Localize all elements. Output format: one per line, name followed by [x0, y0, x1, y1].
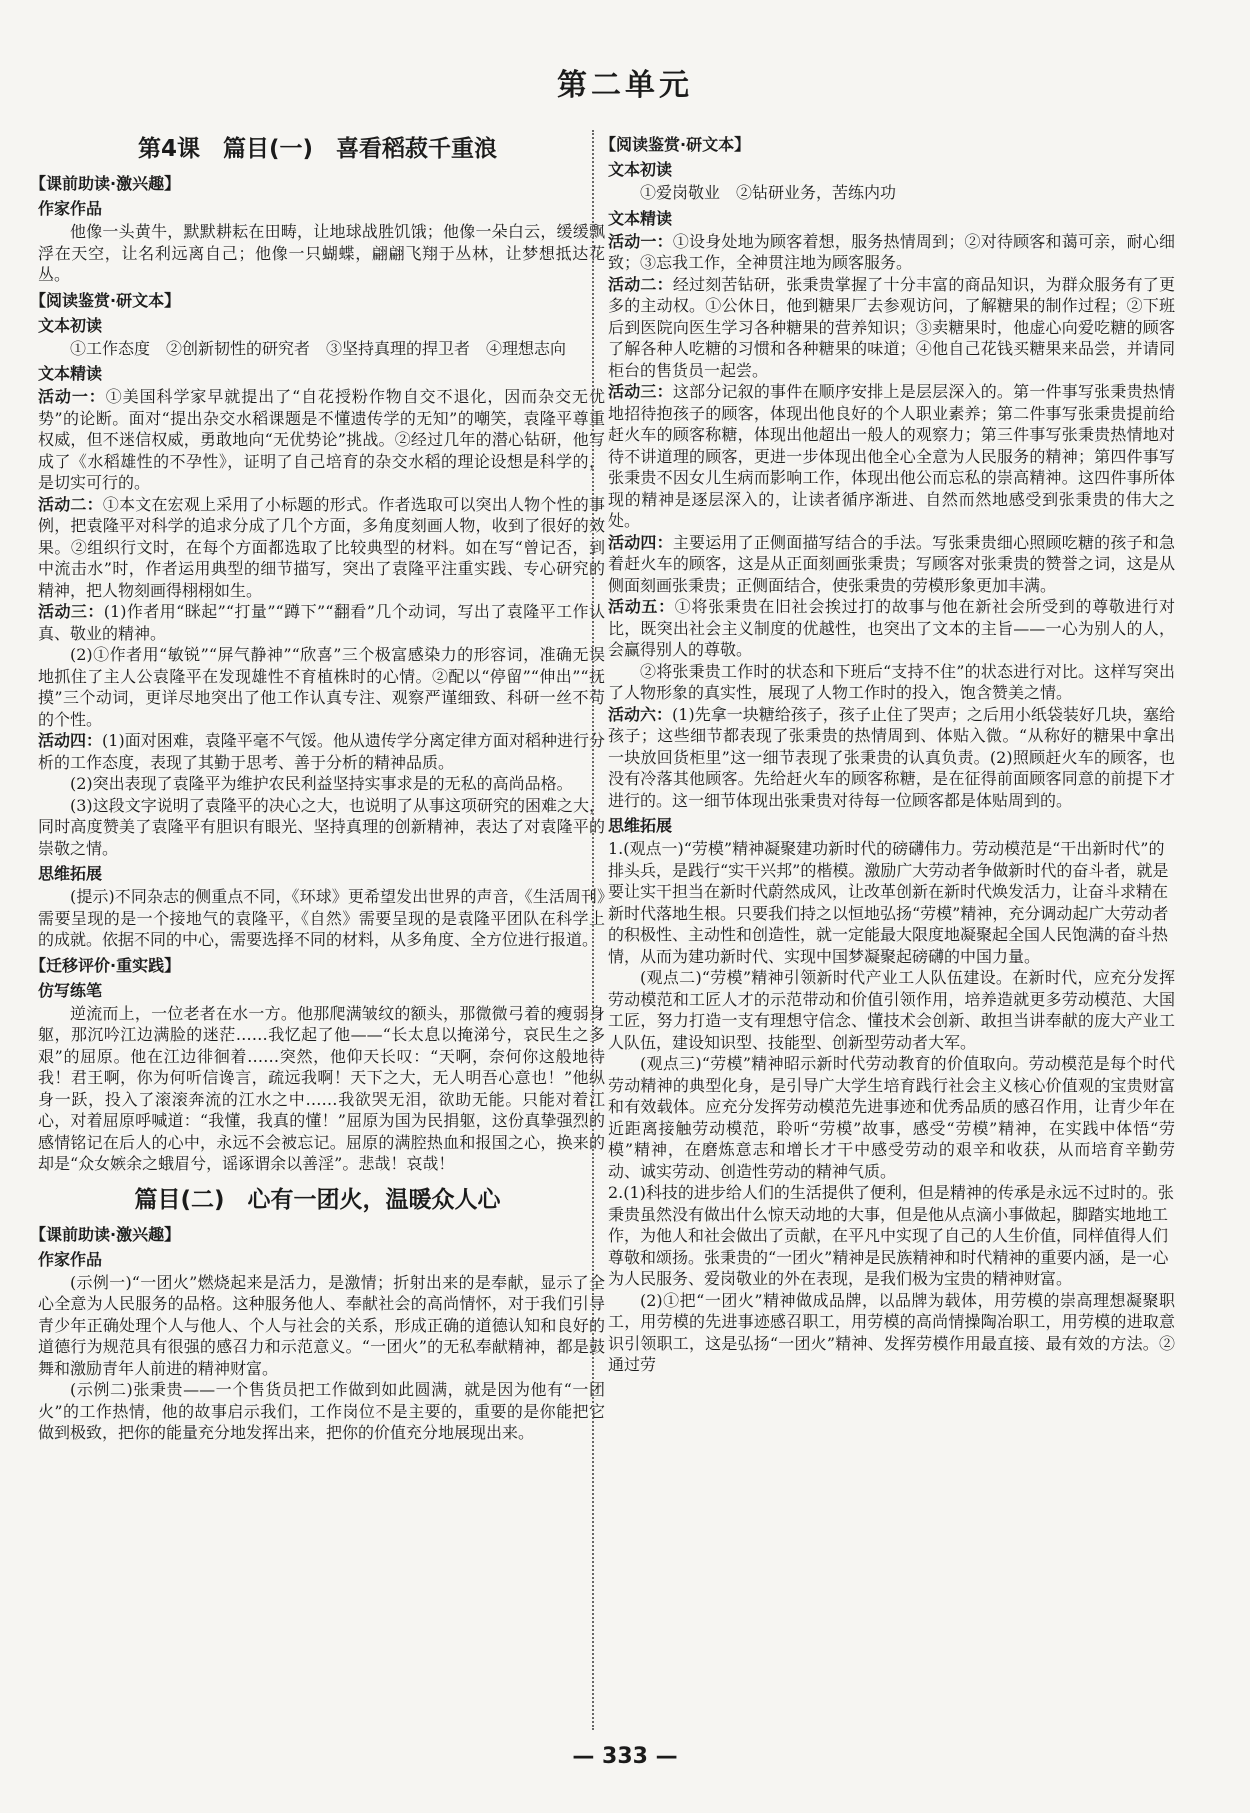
- activity-item: [38, 494, 605, 602]
- subsection-heading: 思维拓展: [608, 816, 673, 835]
- paragraph: (观点三)“劳模”精神昭示新时代劳动教育的价值取向。劳动模范是每个时代劳动精神的典型化身，是引导广大学生培育践行社会主义核心价值观的宝贵财富和有效载体。应充分发挥劳动模范先进事迹和优秀品质的感召作用，让青少年在近距离接触劳动模范，聆听“劳模”故事，感受“劳模”精神，在实践中体悟“劳模”精神，在磨炼意志和增长才干中感受劳动的艰辛和收获，从而培育辛勤劳动、诚实劳动、创造性劳动的精神气质。: [608, 1054, 1175, 1181]
- paragraph: (示例一)“一团火”燃烧起来是活力，是激情；折射出来的是奉献，显示了全心全意为人民服务的品格。这种服务他人、奉献社会的高尚情怀，对于我们引导青少年正确处理个人与他人、个人与社会的关系，形成正确的道德认知和良好的道德行为规范具有很强的感召力和示范意义。“一团火”的无私奉献精神，都是鼓舞和激励青年人前进的精神财富。: [38, 1272, 605, 1378]
- activity-text: 主要运用了正侧面描写结合的手法。写张秉贵细心照顾吃糖的孩子和急着赶火车的顾客，这是从正面刻画张秉贵；写顾客对张秉贵的赞誉之词，这是从侧面刻画张秉贵；正侧面结合，使张秉贵的劳模形象更加丰满。: [608, 532, 1175, 595]
- activity-item: [608, 532, 1175, 597]
- activity-item: [608, 381, 1175, 532]
- activity-item: [608, 704, 1175, 812]
- paragraph: (3)这段文字说明了袁隆平的决心之大，也说明了从事这项研究的困难之大，同时高度赞美了袁隆平有胆识有眼光、坚持真理的创新精神，表达了对袁隆平的崇敬之情。: [38, 795, 605, 858]
- activity-text: ①设身处地为顾客着想，服务热情周到；②对待顾客和蔼可亲，耐心细致；③忘我工作，全神贯注地为顾客服务。: [608, 231, 1175, 272]
- paragraph: ①爱岗敬业 ②钻研业务，苦练内功: [640, 183, 897, 202]
- activity-label: 活动二：: [38, 494, 103, 514]
- subsection-heading: 仿写练笔: [38, 980, 103, 1000]
- activity-label: 活动四：: [38, 731, 103, 750]
- activity-text: (1)先拿一块糖给孩子，孩子止住了哭声；之后用小纸袋装好几块，塞给孩子；这些细节都表现了张秉贵的热情周到、体贴入微。“从称好的糖果中拿出一块放回货柜里”这一细节表现了张秉贵的认真负责。(2)照顾赶火车的顾客，也没有冷落其他顾客。先给赶火车的顾客称糖，是在征得前面顾客同意的前提下才进行的。这一细节体现出张秉贵对待每一位顾客都是体贴周到的。: [608, 704, 1175, 810]
- activity-item: [38, 730, 605, 773]
- paragraph: 他像一头黄牛，默默耕耘在田畴，让地球战胜饥饿；他像一朵白云，缓缓飘浮在天空，让名利远离自己；他像一只蝴蝶，翩翩飞翔于丛林，让梦想抵达花丛。: [38, 222, 605, 284]
- activity-label: 活动四：: [608, 532, 673, 552]
- lesson-title: 第4课 篇目(一) 喜看稻菽千重浪: [137, 136, 498, 162]
- activity-label: 活动三：: [608, 382, 673, 401]
- section-heading: 【阅读鉴赏·研文本】: [600, 135, 751, 154]
- activity-label: 活动一：: [38, 387, 106, 406]
- paragraph: (2)①作者用“敏锐”“屏气静神”“欣喜”三个极富感染力的形容词，准确无误地抓住了主人公袁隆平在发现雄性不育植株时的心情。②配以“停留”“伸出”“抚摸”三个动词，更详尽地突出了他工作认真专注、观察严谨细致、科研一丝不苟的个性。: [38, 645, 605, 729]
- section-heading: 【阅读鉴赏·研文本】: [30, 290, 181, 310]
- paragraph: (示例二)张秉贵——一个售货员把工作做到如此圆满，就是因为他有“一团火”的工作热情，他的故事启示我们，工作岗位不是主要的，重要的是你能把它做到极致，把你的能量充分地发挥出来，把你的价值充分地展现出来。: [38, 1380, 605, 1442]
- activity-text: (1)作者用“眯起”“打量”“蹲下”“翻看”几个动词，写出了袁隆平工作认真、敬业的精神。: [38, 602, 605, 643]
- numbered-item: 1.(观点一)“劳模”精神凝聚建功新时代的磅礴伟力。劳动模范是“干出新时代”的排头兵，是践行“实干兴邦”的楷模。激励广大劳动者争做新时代的奋斗者，就是要让实干担当在新时代蔚然成风，让改革创新在新时代焕发活力，让奋斗求精在新时代落地生根。只要我们持之以恒地弘扬“劳模”精神，充分调动起广大劳动者的积极性、主动性和创造性，就一定能最大限度地凝聚起全国人民饱满的奋斗热情，从而为建功新时代、实现中国梦凝聚起磅礴的中国力量。: [608, 839, 1169, 966]
- column-divider: [592, 130, 594, 1730]
- paragraph: (提示)不同杂志的侧重点不同，《环球》更希望发出世界的声音，《生活周刊》需要呈现的是一个接地气的袁隆平，《自然》需要呈现的是袁隆平团队在科学上的成就。依据不同的中心，需要选择不同的材料，从多角度、全方位进行报道。: [38, 887, 605, 949]
- subsection-heading: 文本精读: [38, 364, 103, 383]
- activity-item: [608, 596, 1175, 661]
- right-column: [600, 130, 1175, 1730]
- page-title: 第二单元: [557, 68, 693, 103]
- activity-label: 活动三：: [38, 602, 104, 621]
- activity-text: ①美国科学家早就提出了“自花授粉作物自交不退化，因而杂交无优势”的论断。面对“提出杂交水稻课题是不懂遗传学的无知”的嘲笑，袁隆平尊重权威，但不迷信权威，勇敢地向“无优势论”挑战。②经过几年的潜心钻研，他写成了《水稻雄性的不孕性》，证明了自己培育的杂交水稻的理论设想是科学的，是切实可行的。: [38, 387, 605, 492]
- paragraph: (2)突出表现了袁隆平为维护农民利益坚持实事求是的无私的高尚品格。: [70, 774, 573, 793]
- paragraph: 逆流而上，一位老者在水一方。他那爬满皱纹的额头，那微微弓着的瘦弱身躯，那沉吟江边满脸的迷茫……我忆起了他——“长太息以掩涕兮，哀民生之多艰”的屈原。他在江边徘徊着……突然，他仰天长叹：“天啊，奈何你这般地待我！君王啊，你为何听信谗言，疏远我啊！天下之大，无人明吾心意也！”他纵身一跃，投入了滚滚奔流的江水之中……我欲哭无泪，欲助无能。只能对着江心，对着屈原呼喊道：“我懂，我真的懂！”屈原为国为民捐躯，这份真挚强烈的感情铭记在后人的心中，永远不会被忘记。屈原的满腔热血和报国之心，换来的却是“众女嫉余之蛾眉兮，谣诼谓余以善淫”。悲哉！哀哉！: [38, 1003, 605, 1173]
- subsection-heading: 作家作品: [38, 199, 103, 218]
- activity-item: [608, 274, 1175, 382]
- paragraph: ②将张秉贵工作时的状态和下班后“支持不住”的状态进行对比。这样写突出了人物形象的真实性，展现了人物工作时的投入，饱含赞美之情。: [608, 661, 1175, 702]
- subsection-heading: 文本初读: [38, 315, 103, 335]
- activity-item: [608, 231, 1175, 274]
- subsection-heading: 文本初读: [608, 160, 673, 179]
- numbered-item: 2.(1)科技的进步给人们的生活提供了便利，但是精神的传承是永远不过时的。张秉贵虽然没有做出什么惊天动地的大事，但是他从点滴小事做起，脚踏实地地工作，为他人和社会做出了贡献，在平凡中实现了自己的人生价值，同样值得人们尊敬和颂扬。张秉贵的“一团火”精神是民族精神和时代精神的重要内涵，是一心为人民服务、爱岗敬业的外在表现，是我们极为宝贵的精神财富。: [608, 1183, 1174, 1288]
- activity-text: 这部分记叙的事件在顺序安排上是层层深入的。第一件事写张秉贵热情地招待抱孩子的顾客，体现出他良好的个人职业素养；第二件事写张秉贵提前给赶火车的顾客称糖，体现出他超出一般人的观察力；第三件事写张秉贵热情地对待不讲道理的顾客，更进一步体现出他全心全意为人民服务的精神；第四件事写张秉贵不因女儿生病而影响工作，体现出他公而忘私的崇高精神。这四件事所体现的精神是逐层深入的，让读者循序渐进、自然而然地感受到张秉贵的伟大之处。: [608, 382, 1175, 530]
- activity-text: ①本文在宏观上采用了小标题的形式。作者选取可以突出人物个性的事例，把袁隆平对科学的追求分成了几个方面，多角度刻画人物，收到了很好的效果。②组织行文时，在每个方面都选取了比较典型的材料。如在写“曾记否，到中流击水”时，作者运用典型的细节描写，突出了袁隆平注重实践、专心研究的精神，把人物刻画得栩栩如生。: [38, 494, 605, 600]
- subsection-heading: 作家作品: [38, 1249, 103, 1269]
- subsection-heading: 思维拓展: [38, 864, 103, 883]
- left-column: [30, 130, 605, 1730]
- paragraph: ①工作态度 ②创新韧性的研究者 ③坚持真理的捍卫者 ④理想志向: [70, 338, 567, 358]
- section-heading: 【迁移评价·重实践】: [30, 955, 181, 975]
- subsection-heading: 文本精读: [608, 208, 673, 228]
- activity-label: 活动二：: [608, 274, 673, 294]
- page-number: — 333 —: [572, 1744, 678, 1769]
- section-heading: 【课前助读·激兴趣】: [30, 1224, 181, 1244]
- activity-item: [38, 601, 605, 644]
- activity-label: 活动五：: [608, 597, 675, 616]
- paragraph: (观点二)“劳模”精神引领新时代产业工人队伍建设。在新时代，应充分发挥劳动模范和工匠人才的示范带动和价值引领作用，培养造就更多劳动模范、大国工匠，努力打造一支有理想守信念、懂技术会创新、敢担当讲奉献的庞大产业工人队伍，建设知识型、技能型、创新型劳动者大军。: [608, 968, 1175, 1052]
- activity-item: [38, 386, 605, 494]
- activity-text: ①将张秉贵在旧社会挨过打的故事与他在新社会所受到的尊敬进行对比，既突出社会主义制度的优越性，也突出了文本的主旨——一心为别人的人，会赢得别人的尊敬。: [608, 597, 1175, 659]
- activity-text: 经过刻苦钻研，张秉贵掌握了十分丰富的商品知识，为群众服务有了更多的主动权。①公休日，他到糖果厂去参观访问，了解糖果的制作过程；②下班后到医院向医生学习各种糖果的营养知识；③卖糖果时，他虚心向爱吃糖的顾客了解各种人吃糖的习惯和各种糖果的味道；④他自己花钱买糖果来品尝，并请同柜台的售货员一起尝。: [608, 274, 1175, 380]
- activity-text: (1)面对困难，袁隆平毫不气馁。他从遗传学分离定律方面对稻种进行分析的工作态度，表现了其勤于思考、善于分析的精神品质。: [38, 731, 605, 772]
- article-title: 篇目(二) 心有一团火，温暖众人心: [134, 1186, 501, 1213]
- activity-label: 活动一：: [608, 231, 673, 251]
- section-heading: 【课前助读·激兴趣】: [30, 174, 181, 193]
- paragraph: (2)①把“一团火”精神做成品牌，以品牌为载体，用劳模的崇高理想凝聚职工，用劳模的先进事迹感召职工，用劳模的高尚情操陶冶职工，用劳模的进取意识引领职工，这是弘扬“一团火”精神、发挥劳模作用最直接、最有效的方法。②通过劳: [608, 1290, 1175, 1374]
- activity-label: 活动六：: [608, 704, 673, 724]
